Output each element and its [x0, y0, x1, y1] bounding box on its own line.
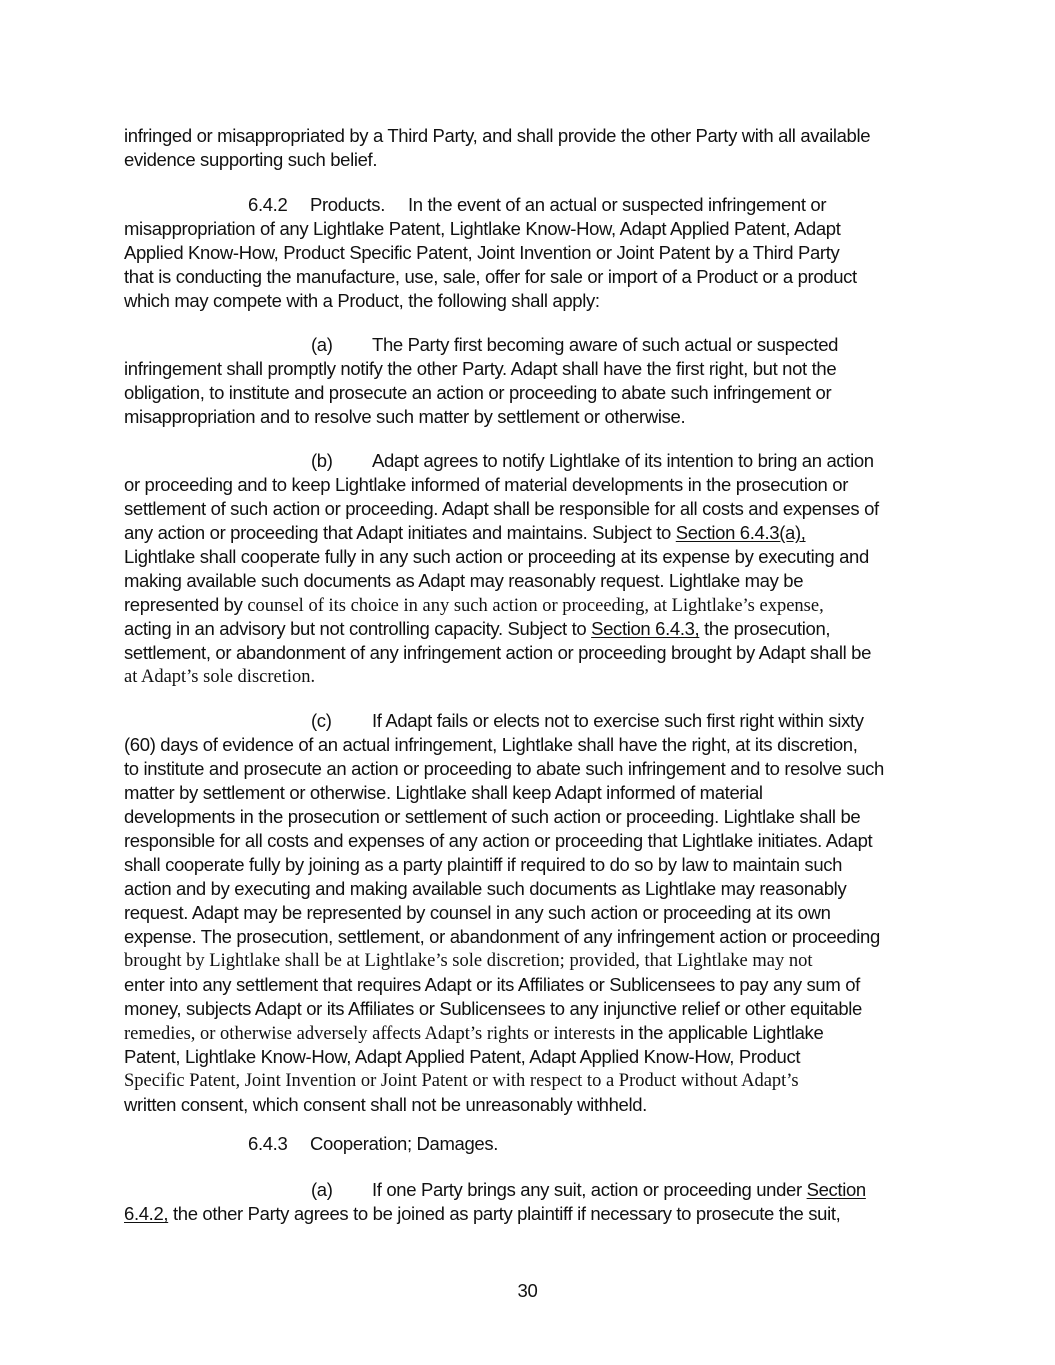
text-line — [124, 1202, 840, 1226]
text-line: settlement of such action or proceeding. Adapt shall be responsible for all costs and expenses of — [124, 498, 879, 519]
text-line: matter by settlement or otherwise. Lightlake shall keep Adapt informed of material — [124, 782, 763, 803]
text-span: any action or proceeding that Adapt initiates and maintains. Subject to — [124, 522, 676, 543]
text-span: counsel of its choice in any such action or proceeding, at Lightlake’s expense, — [247, 596, 824, 616]
text-line: settlement, or abandonment of any infringement action or proceeding brought by Adapt shall be — [124, 642, 872, 663]
text-line: misappropriation of any Lightlake Patent, Lightlake Know-How, Adapt Applied Patent, Adapt — [124, 218, 841, 239]
text-line: infringed or misappropriated by a Third Party, and shall provide the other Party with all available — [124, 125, 871, 146]
text-span: In the event of an actual or suspected infringement or — [408, 194, 827, 215]
text-span — [372, 1178, 866, 1202]
text-span: If one Party brings any suit, action or proceeding under — [372, 1179, 807, 1200]
text-line: making available such documents as Adapt may reasonably request. Lightlake may be — [124, 570, 804, 591]
text-line: brought by Lightlake shall be at Lightlake’s sole discretion; provided, that Lightlake may not — [124, 951, 813, 971]
section-number: 6.4.2 — [248, 194, 288, 215]
text-line: misappropriation and to resolve such matter by settlement or otherwise. — [124, 406, 686, 427]
section-6-4-3a-link[interactable]: Section 6.4.3(a), — [675, 522, 806, 543]
text-span: acting in an advisory but not controlling capacity. Subject to — [124, 618, 592, 639]
text-span: the prosecution, — [699, 618, 831, 639]
text-line: obligation, to institute and prosecute an action or proceeding to abate such infringement or — [124, 382, 832, 403]
text-line: or proceeding and to keep Lightlake informed of material developments in the prosecution or — [124, 474, 849, 495]
section-number: 6.4.3 — [248, 1133, 288, 1154]
text-line: which may compete with a Product, the following shall apply: — [124, 290, 600, 311]
text-span: in the applicable Lightlake — [619, 1022, 824, 1043]
text-line: at Adapt’s sole discretion. — [124, 667, 316, 687]
paragraph-label: (a) — [311, 334, 333, 355]
text-line: that is conducting the manufacture, use, sale, offer for sale or import of a Product or a product — [124, 266, 857, 287]
section-heading: Cooperation; Damages. — [310, 1133, 499, 1154]
section-6-4-2-link[interactable]: 6.4.2, — [124, 1203, 169, 1224]
text-line: action and by executing and making available such documents as Lightlake may reasonably — [124, 878, 847, 899]
section-heading: Products. — [310, 194, 385, 215]
paragraph-label: (b) — [311, 450, 333, 471]
text-line — [124, 617, 830, 641]
paragraph-label: (a) — [311, 1179, 333, 1200]
text-line: to institute and prosecute an action or proceeding to abate such infringement and to resolve such — [124, 758, 884, 779]
page-number: 30 — [517, 1280, 538, 1301]
text-line: responsible for all costs and expenses of any action or proceeding that Lightlake initiates. Adapt — [124, 830, 873, 851]
text-line: developments in the prosecution or settlement of such action or proceeding. Lightlake shall be — [124, 806, 861, 827]
text-span: remedies, or otherwise adversely affects Adapt’s rights or interests — [124, 1024, 620, 1044]
paragraph-label: (c) — [311, 710, 332, 731]
text-line — [124, 521, 806, 545]
text-span: the other Party agrees to be joined as party plaintiff if necessary to prosecute the suit, — [168, 1203, 841, 1224]
text-line: evidence supporting such belief. — [124, 149, 378, 170]
section-6-4-3-link[interactable]: Section 6.4.3, — [591, 618, 700, 639]
text-span: The Party first becoming aware of such actual or suspected — [372, 334, 839, 355]
text-span: If Adapt fails or elects not to exercise such first right within sixty — [372, 710, 864, 731]
text-line: Lightlake shall cooperate fully in any such action or proceeding at its expense by executing and — [124, 546, 869, 567]
text-line: Applied Know-How, Product Specific Patent, Joint Invention or Joint Patent by a Third Party — [124, 242, 840, 263]
text-line: money, subjects Adapt or its Affiliates or Sublicensees to any injunctive relief or other equitable — [124, 998, 862, 1019]
text-line: Specific Patent, Joint Invention or Joint Patent or with respect to a Product without Adapt’s — [124, 1071, 799, 1091]
text-span: Adapt agrees to notify Lightlake of its intention to bring an action — [372, 450, 874, 471]
text-line: Patent, Lightlake Know-How, Adapt Applied Patent, Adapt Applied Know-How, Product — [124, 1046, 801, 1067]
text-line — [124, 1021, 823, 1046]
section-6-4-2-link[interactable]: Section — [806, 1179, 866, 1200]
text-line: enter into any settlement that requires Adapt or its Affiliates or Sublicensees to pay any sum of — [124, 974, 860, 995]
text-span: represented by — [124, 594, 248, 615]
text-line: infringement shall promptly notify the other Party. Adapt shall have the first right, but not the — [124, 358, 837, 379]
text-line — [124, 593, 824, 618]
text-line: (60) days of evidence of an actual infringement, Lightlake shall have the right, at its discretion, — [124, 734, 858, 755]
text-line: expense. The prosecution, settlement, or abandonment of any infringement action or proceeding — [124, 926, 880, 947]
text-line: written consent, which consent shall not be unreasonably withheld. — [124, 1094, 647, 1115]
text-line: shall cooperate fully by joining as a party plaintiff if required to do so by law to maintain such — [124, 854, 843, 875]
text-line: request. Adapt may be represented by counsel in any such action or proceeding at its own — [124, 902, 831, 923]
